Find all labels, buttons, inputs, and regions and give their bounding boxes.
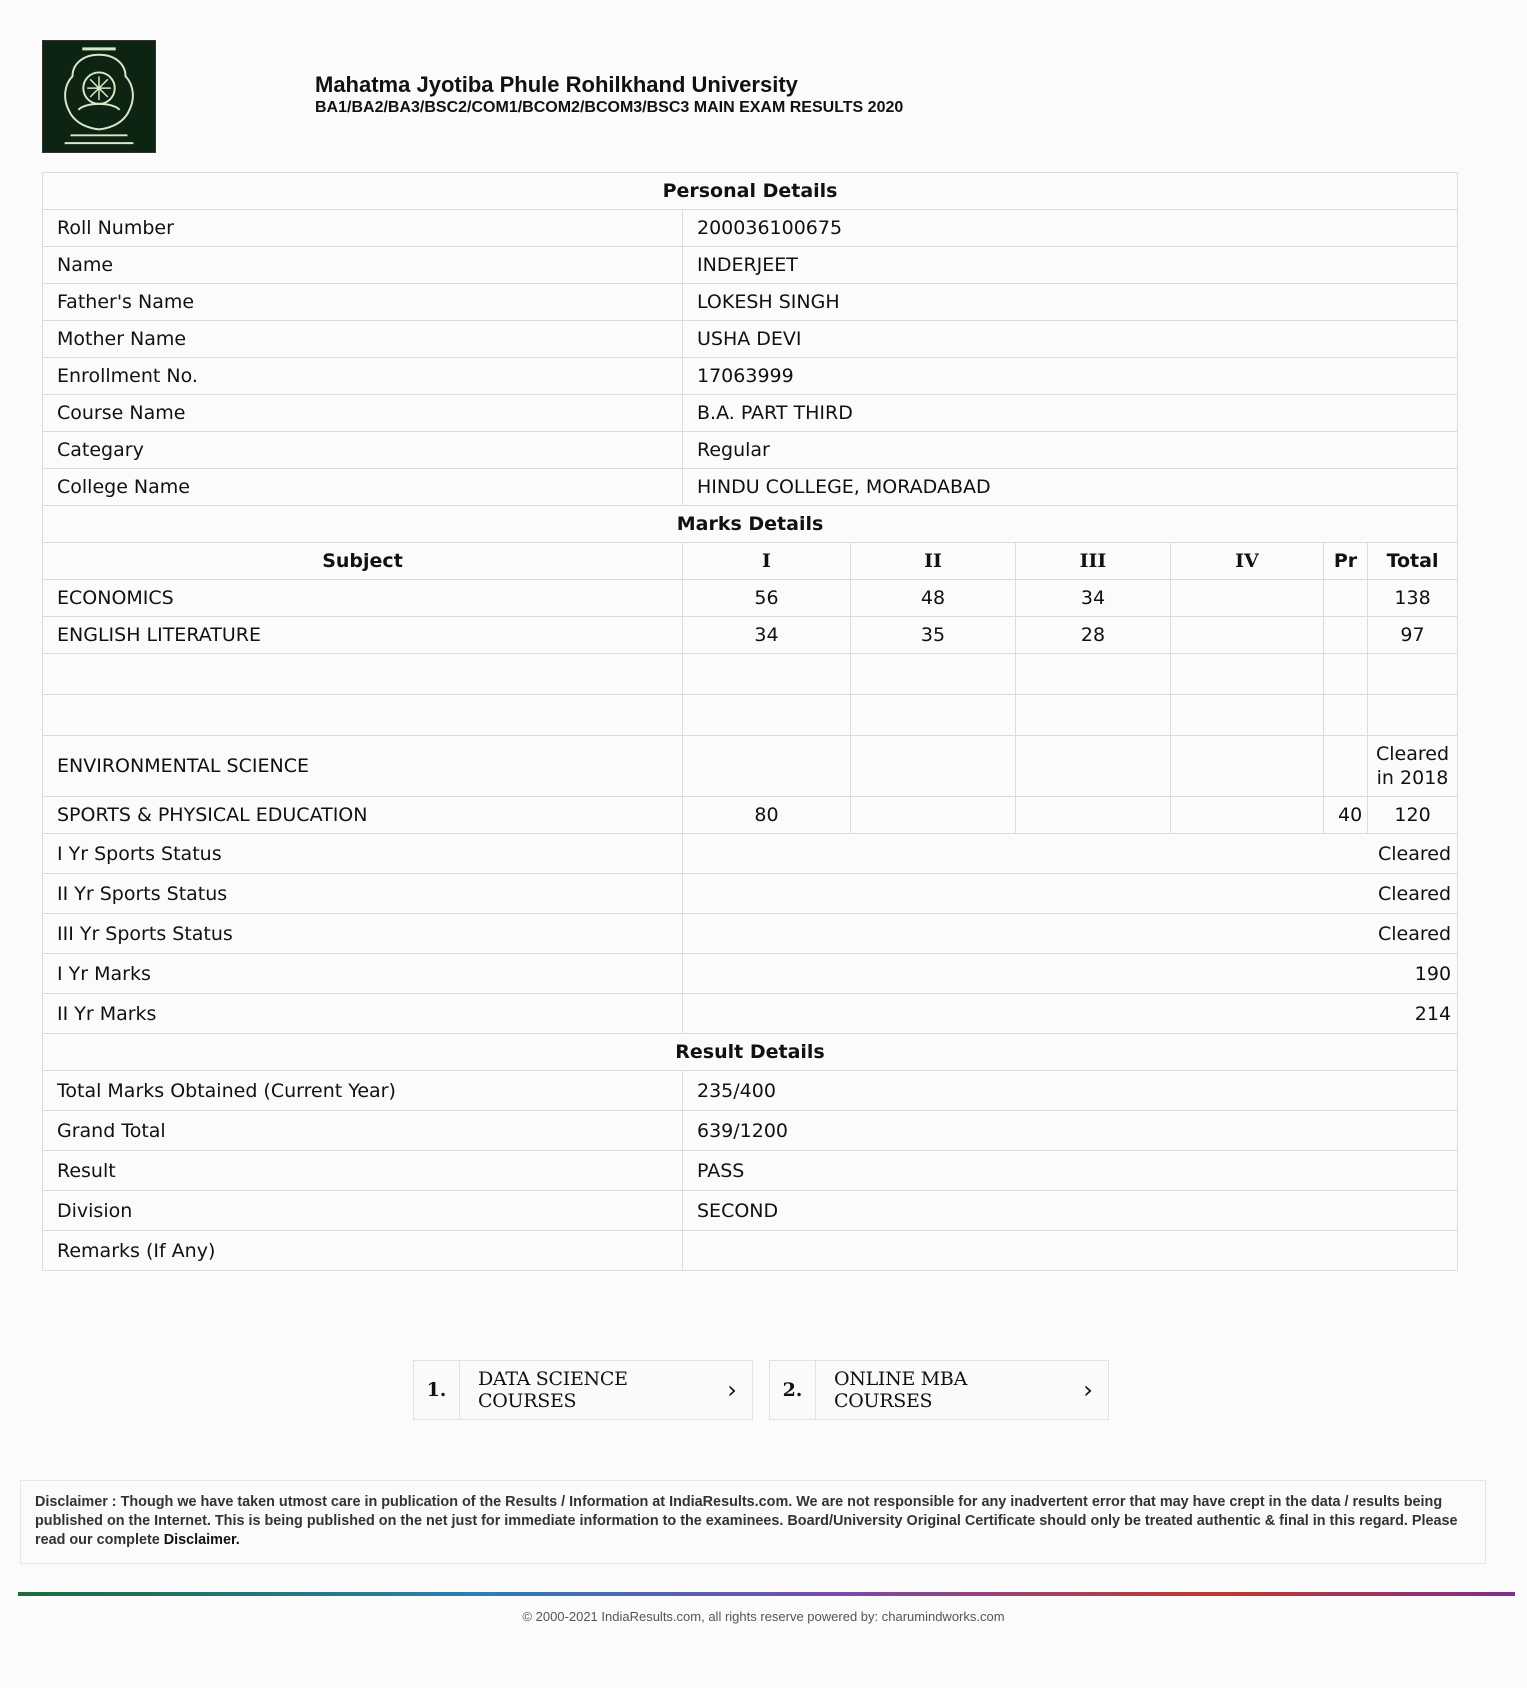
paper-2-marks: 35	[851, 617, 1016, 654]
subject-row	[43, 580, 1458, 617]
result-row	[43, 1231, 1458, 1271]
result-row	[43, 1191, 1458, 1231]
field-value: Regular	[683, 432, 1458, 469]
field-value: USHA DEVI	[683, 321, 1458, 358]
summary-value: Cleared	[683, 874, 1458, 914]
summary-value: 214	[683, 994, 1458, 1034]
marks-header-row	[43, 543, 1458, 580]
summary-label: II Yr Marks	[43, 994, 683, 1034]
field-value: HINDU COLLEGE, MORADABAD	[683, 469, 1458, 506]
summary-row	[43, 994, 1458, 1034]
university-seal-icon	[43, 41, 155, 152]
env-status	[1368, 736, 1458, 797]
env-status-line1: Cleared	[1376, 743, 1450, 765]
university-name: Mahatma Jyotiba Phule Rohilkhand University	[315, 72, 798, 97]
result-row	[43, 1111, 1458, 1151]
paper-2-marks: 48	[851, 580, 1016, 617]
col-subject: Subject	[43, 543, 683, 580]
field-label: Roll Number	[43, 210, 683, 247]
summary-label: I Yr Marks	[43, 954, 683, 994]
online-mba-courses-button[interactable]	[769, 1360, 1109, 1420]
university-logo	[42, 40, 156, 153]
subject-name: ENGLISH LITERATURE	[43, 617, 683, 654]
subject-name: ENVIRONMENTAL SCIENCE	[43, 736, 683, 797]
personal-row	[43, 395, 1458, 432]
result-value: 639/1200	[683, 1111, 1458, 1151]
copyright-text: © 2000-2021 IndiaResults.com, all rights reserve powered by: charumindworks.com	[522, 1609, 1005, 1624]
col-paper-2: II	[851, 543, 1016, 580]
course-label: ONLINE MBA COURSES	[834, 1368, 967, 1412]
personal-row	[43, 210, 1458, 247]
disclaimer-box	[20, 1480, 1486, 1564]
field-value: 17063999	[683, 358, 1458, 395]
summary-row	[43, 954, 1458, 994]
paper-4-marks	[1171, 617, 1324, 654]
personal-details-heading: Personal Details	[43, 173, 1458, 210]
paper-4-marks	[1171, 580, 1324, 617]
result-value: SECOND	[683, 1191, 1458, 1231]
paper-1-marks: 34	[683, 617, 851, 654]
course-label: DATA SCIENCE COURSES	[478, 1368, 628, 1412]
chevron-right-icon: ›	[1083, 1376, 1093, 1404]
result-label: Result	[43, 1151, 683, 1191]
env-status-line2: in 2018	[1376, 767, 1449, 789]
field-label: Father's Name	[43, 284, 683, 321]
header-titles	[315, 72, 903, 118]
field-value: 200036100675	[683, 210, 1458, 247]
practical-marks: 40	[1324, 797, 1368, 834]
personal-row	[43, 358, 1458, 395]
footer-divider	[18, 1592, 1515, 1596]
empty-subject-row	[43, 654, 1458, 695]
subject-total: 138	[1368, 580, 1458, 617]
personal-row	[43, 432, 1458, 469]
field-label: College Name	[43, 469, 683, 506]
result-value	[683, 1231, 1458, 1271]
data-science-courses-button[interactable]	[413, 1360, 753, 1420]
chevron-right-icon: ›	[727, 1376, 737, 1404]
subject-row-sports	[43, 797, 1458, 834]
paper-3-marks: 34	[1016, 580, 1171, 617]
result-label: Total Marks Obtained (Current Year)	[43, 1071, 683, 1111]
personal-row	[43, 469, 1458, 506]
personal-row	[43, 321, 1458, 358]
marks-details-heading: Marks Details	[43, 506, 1458, 543]
subject-row	[43, 617, 1458, 654]
summary-row	[43, 874, 1458, 914]
result-details-heading: Result Details	[43, 1034, 1458, 1071]
summary-label: III Yr Sports Status	[43, 914, 683, 954]
practical-marks	[1324, 617, 1368, 654]
summary-value: Cleared	[683, 834, 1458, 874]
field-label: Categary	[43, 432, 683, 469]
summary-value: Cleared	[683, 914, 1458, 954]
exam-name: BA1/BA2/BA3/BSC2/COM1/BCOM2/BCOM3/BSC3 MAIN EXAM RESULTS 2020	[315, 99, 904, 116]
col-paper-1: I	[683, 543, 851, 580]
result-row	[43, 1151, 1458, 1191]
field-label: Enrollment No.	[43, 358, 683, 395]
result-value: 235/400	[683, 1071, 1458, 1111]
course-index: 1.	[414, 1361, 460, 1419]
field-value: LOKESH SINGH	[683, 284, 1458, 321]
result-row	[43, 1071, 1458, 1111]
empty-subject-row	[43, 695, 1458, 736]
field-label: Name	[43, 247, 683, 284]
paper-1-marks: 80	[683, 797, 851, 834]
result-table	[42, 172, 1458, 1271]
result-label: Grand Total	[43, 1111, 683, 1151]
disclaimer-link[interactable]: Disclaimer.	[163, 1532, 240, 1548]
subject-name: ECONOMICS	[43, 580, 683, 617]
result-label: Division	[43, 1191, 683, 1231]
personal-row	[43, 284, 1458, 321]
col-paper-4: IV	[1171, 543, 1324, 580]
col-total: Total	[1368, 543, 1458, 580]
disclaimer-text: Disclaimer : Though we have taken utmost care in publication of the Results / Information at IndiaResults.com. We are not responsible for any inadvertent error that may have crept in the data / results being published on the Internet. This is being published on the net just for immediate information to the examinees. Board/University Original Certificate should only be treated authentic & final in this regard. Please read our complete	[35, 1494, 1458, 1548]
field-value: B.A. PART THIRD	[683, 395, 1458, 432]
summary-label: II Yr Sports Status	[43, 874, 683, 914]
paper-1-marks: 56	[683, 580, 851, 617]
summary-row	[43, 914, 1458, 954]
col-paper-3: III	[1016, 543, 1171, 580]
course-index: 2.	[770, 1361, 816, 1419]
result-value: PASS	[683, 1151, 1458, 1191]
field-label: Mother Name	[43, 321, 683, 358]
personal-row	[43, 247, 1458, 284]
field-label: Course Name	[43, 395, 683, 432]
subject-total: 97	[1368, 617, 1458, 654]
subject-row-env	[43, 736, 1458, 797]
paper-3-marks: 28	[1016, 617, 1171, 654]
practical-marks	[1324, 580, 1368, 617]
col-practical: Pr	[1324, 543, 1368, 580]
result-label: Remarks (If Any)	[43, 1231, 683, 1271]
summary-label: I Yr Sports Status	[43, 834, 683, 874]
subject-name: SPORTS & PHYSICAL EDUCATION	[43, 797, 683, 834]
field-value: INDERJEET	[683, 247, 1458, 284]
summary-value: 190	[683, 954, 1458, 994]
subject-total: 120	[1368, 797, 1458, 834]
summary-row	[43, 834, 1458, 874]
